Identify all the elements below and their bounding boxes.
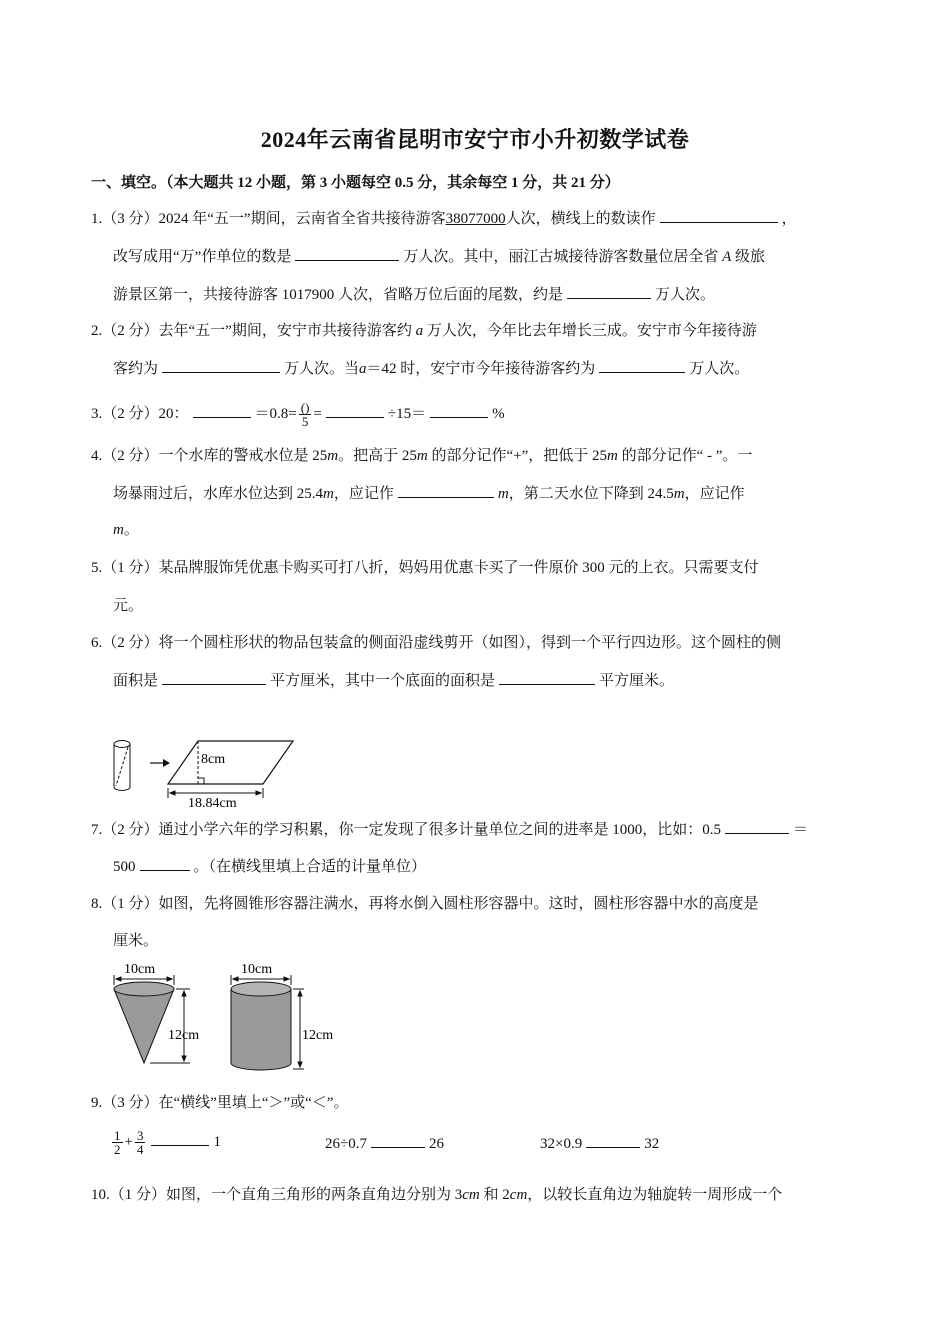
q3-blank-3[interactable] xyxy=(430,403,488,418)
cone-cylinder-figure xyxy=(104,955,354,1075)
q2-blank-2[interactable] xyxy=(599,358,685,373)
q1-line2 xyxy=(113,246,765,267)
q10-text: 和 2 xyxy=(479,1187,510,1203)
q1-text: 万人次。 xyxy=(655,287,716,303)
q4-unit: m xyxy=(416,448,428,464)
q2-text: 客约为 xyxy=(113,361,159,377)
q10-line1 xyxy=(91,1185,782,1205)
q2-text: 万人次，今年比去年增长三成。安宁市今年接待游 xyxy=(426,323,757,339)
q4-text: 的部分记作“+”，把低于 25 xyxy=(427,448,607,464)
q7-text: 。（在横线里填上合适的计量单位） xyxy=(193,859,427,875)
q10-text: 10.（1 分）如图，一个直角三角形的两条直角边分别为 3 xyxy=(91,1187,463,1203)
q10-text: ，以较长直角边为轴旋转一周形成一个 xyxy=(527,1187,783,1203)
q3-line xyxy=(91,401,505,428)
q7-line2 xyxy=(113,856,426,877)
q1-text: 万人次。其中，丽江古城接待游客数量位居全省 xyxy=(403,249,719,265)
fraction-num: 3 xyxy=(136,1128,144,1143)
q3-fraction-den: 5 xyxy=(301,414,309,429)
q3-blank-2[interactable] xyxy=(326,403,384,418)
cylinder-unroll-figure xyxy=(108,732,298,812)
q9-expr-3 xyxy=(540,1133,659,1154)
q4-unit: m xyxy=(113,522,124,538)
q2-text: ＝42 时，安宁市今年接待游客约为 xyxy=(366,361,596,377)
q9-text: 1 xyxy=(213,1133,221,1150)
q8-line2: 厘米。 xyxy=(113,933,159,949)
q6-text: 平方厘米。 xyxy=(599,673,675,689)
q2-variable: a xyxy=(359,361,367,377)
q2-text: 万人次。 xyxy=(689,361,750,377)
parallelogram-shape xyxy=(168,741,293,784)
q1-text: 改写成用“万”作单位的数是 xyxy=(113,249,292,265)
q4-text: 4.（2 分）一个水库的警戒水位是 25 xyxy=(91,448,328,464)
q1-text: 1.（3 分）2024 年“五一”期间，云南省全省共接待游客 xyxy=(91,211,446,227)
q4-text: 。把高于 25 xyxy=(338,448,417,464)
fraction-den: 2 xyxy=(114,1142,121,1157)
q4-text: 。 xyxy=(123,522,139,538)
q4-unit: m xyxy=(607,448,618,464)
q3-text: = xyxy=(313,405,322,422)
q7-line1 xyxy=(91,819,808,840)
height-label: 8cm xyxy=(201,752,226,767)
right-angle-mark xyxy=(198,778,204,784)
cylinder-height-label: 12cm xyxy=(302,1028,334,1043)
q1-text: 级旅 xyxy=(735,249,766,265)
q7-text: 500 xyxy=(113,859,136,875)
q4-line3 xyxy=(113,520,139,540)
q9-text: 26÷0.7 xyxy=(325,1136,367,1152)
q2-variable: a xyxy=(415,323,424,339)
q6-blank-2[interactable] xyxy=(499,670,595,685)
q9-text: 26 xyxy=(428,1136,444,1152)
arrow-right-icon xyxy=(150,759,170,767)
q2-text: 万人次。当 xyxy=(284,361,360,377)
q1-blank-2[interactable] xyxy=(295,246,399,261)
q4-unit: m xyxy=(673,486,685,502)
q1-letter: A xyxy=(722,249,732,265)
fraction-num: 1 xyxy=(114,1128,121,1143)
q8-line1: 8.（1 分）如图，先将圆锥形容器注满水，再将水倒入圆柱形容器中。这时，圆柱形容器中水的高度是 xyxy=(91,896,759,912)
q6-line2 xyxy=(113,670,674,691)
q7-blank-2[interactable] xyxy=(140,856,190,871)
q9-line1: 9.（3 分）在“横线”里填上“＞”或“＜”。 xyxy=(91,1095,349,1111)
q9-plus: + xyxy=(124,1133,133,1150)
q3-blank-1[interactable] xyxy=(193,403,251,418)
q4-text: 场暴雨过后，水库水位达到 25.4 xyxy=(113,486,324,502)
q6-text: 面积是 xyxy=(113,673,159,689)
q3-text: 3.（2 分）20： xyxy=(91,405,189,422)
q9-blank-2[interactable] xyxy=(371,1133,425,1148)
q9-blank-3[interactable] xyxy=(586,1133,640,1148)
q1-blank-3[interactable] xyxy=(567,284,651,299)
cone-shape xyxy=(114,982,174,1063)
q1-text: 人次，横线上的数读作 xyxy=(505,211,656,227)
q9-fraction-2 xyxy=(135,1129,146,1156)
q7-text: ＝ xyxy=(793,822,809,838)
q9-blank-1[interactable] xyxy=(151,1131,209,1146)
base-label: 18.84cm xyxy=(188,796,237,811)
q4-text: 的部分记作“ - ”。一 xyxy=(617,448,753,464)
fraction-den: 4 xyxy=(136,1142,144,1157)
cylinder-diameter-label: 10cm xyxy=(241,962,273,977)
q2-line2 xyxy=(113,358,749,379)
q3-text: % xyxy=(492,405,505,422)
q4-unit: m xyxy=(327,448,339,464)
q4-line2 xyxy=(113,483,745,504)
q10-unit: cm xyxy=(509,1187,528,1203)
q10-unit: cm xyxy=(462,1187,480,1203)
q2-line1 xyxy=(91,321,757,341)
q1-text: ， xyxy=(781,211,797,227)
q4-line1 xyxy=(91,446,752,466)
cylinder-shape xyxy=(231,982,291,1070)
page-title: 2024年云南省昆明市安宁市小升初数学试卷 xyxy=(260,127,690,152)
q4-unit: m xyxy=(323,486,334,502)
q3-fraction xyxy=(299,401,312,428)
cone-height-label: 12cm xyxy=(168,1028,200,1043)
q1-text: 游景区第一，共接待游客 1017900 人次，省略万位后面的尾数，约是 xyxy=(113,287,564,303)
q1-number: 38077000 xyxy=(445,211,506,227)
small-cylinder xyxy=(114,741,130,791)
q7-blank-1[interactable] xyxy=(725,819,789,834)
q5-line2: 元。 xyxy=(113,598,144,614)
q4-unit: m xyxy=(497,486,509,502)
q9-expr-1 xyxy=(110,1129,221,1169)
q6-text: 平方厘米，其中一个底面的面积是 xyxy=(270,673,496,689)
q2-text: 2.（2 分）去年“五一”期间，安宁市共接待游客约 xyxy=(91,323,412,339)
q3-text: ＝0.8= xyxy=(254,405,297,422)
q4-text: ，第二天水位下降到 24.5 xyxy=(508,486,674,502)
q1-blank-1[interactable] xyxy=(660,208,778,223)
q7-text: 7.（2 分）通过小学六年的学习积累，你一定发现了很多计量单位之间的进率是 1000，比如：0.5 xyxy=(91,822,722,838)
q3-fraction-num[interactable]: () xyxy=(300,400,310,415)
q4-text: ，应记作 xyxy=(333,486,394,502)
q9-expr-2 xyxy=(325,1133,444,1154)
cone-diameter-label: 10cm xyxy=(124,962,156,977)
q5-line1: 5.（1 分）某品牌服饰凭优惠卡购买可打八折，妈妈用优惠卡买了一件原价 300 元的上衣。只需要支付 xyxy=(91,560,759,576)
q9-text: 32×0.9 xyxy=(540,1136,583,1152)
q2-blank-1[interactable] xyxy=(162,358,280,373)
section-heading: 一、填空。（本大题共 12 小题，第 3 小题每空 0.5 分，其余每空 1 分，共 21 分） xyxy=(91,175,620,191)
q6-blank-1[interactable] xyxy=(162,670,266,685)
q9-text: 32 xyxy=(644,1136,660,1152)
q1-line1 xyxy=(91,208,797,229)
q4-blank-1[interactable] xyxy=(398,483,494,498)
q3-text: ÷15＝ xyxy=(387,405,427,422)
q9-fraction-1 xyxy=(112,1129,123,1156)
q4-text: ，应记作 xyxy=(684,486,745,502)
q1-line3 xyxy=(113,284,715,305)
q6-line1: 6.（2 分）将一个圆柱形状的物品包装盒的侧面沿虚线剪开（如图），得到一个平行四边形。这个圆柱的侧 xyxy=(91,635,782,651)
